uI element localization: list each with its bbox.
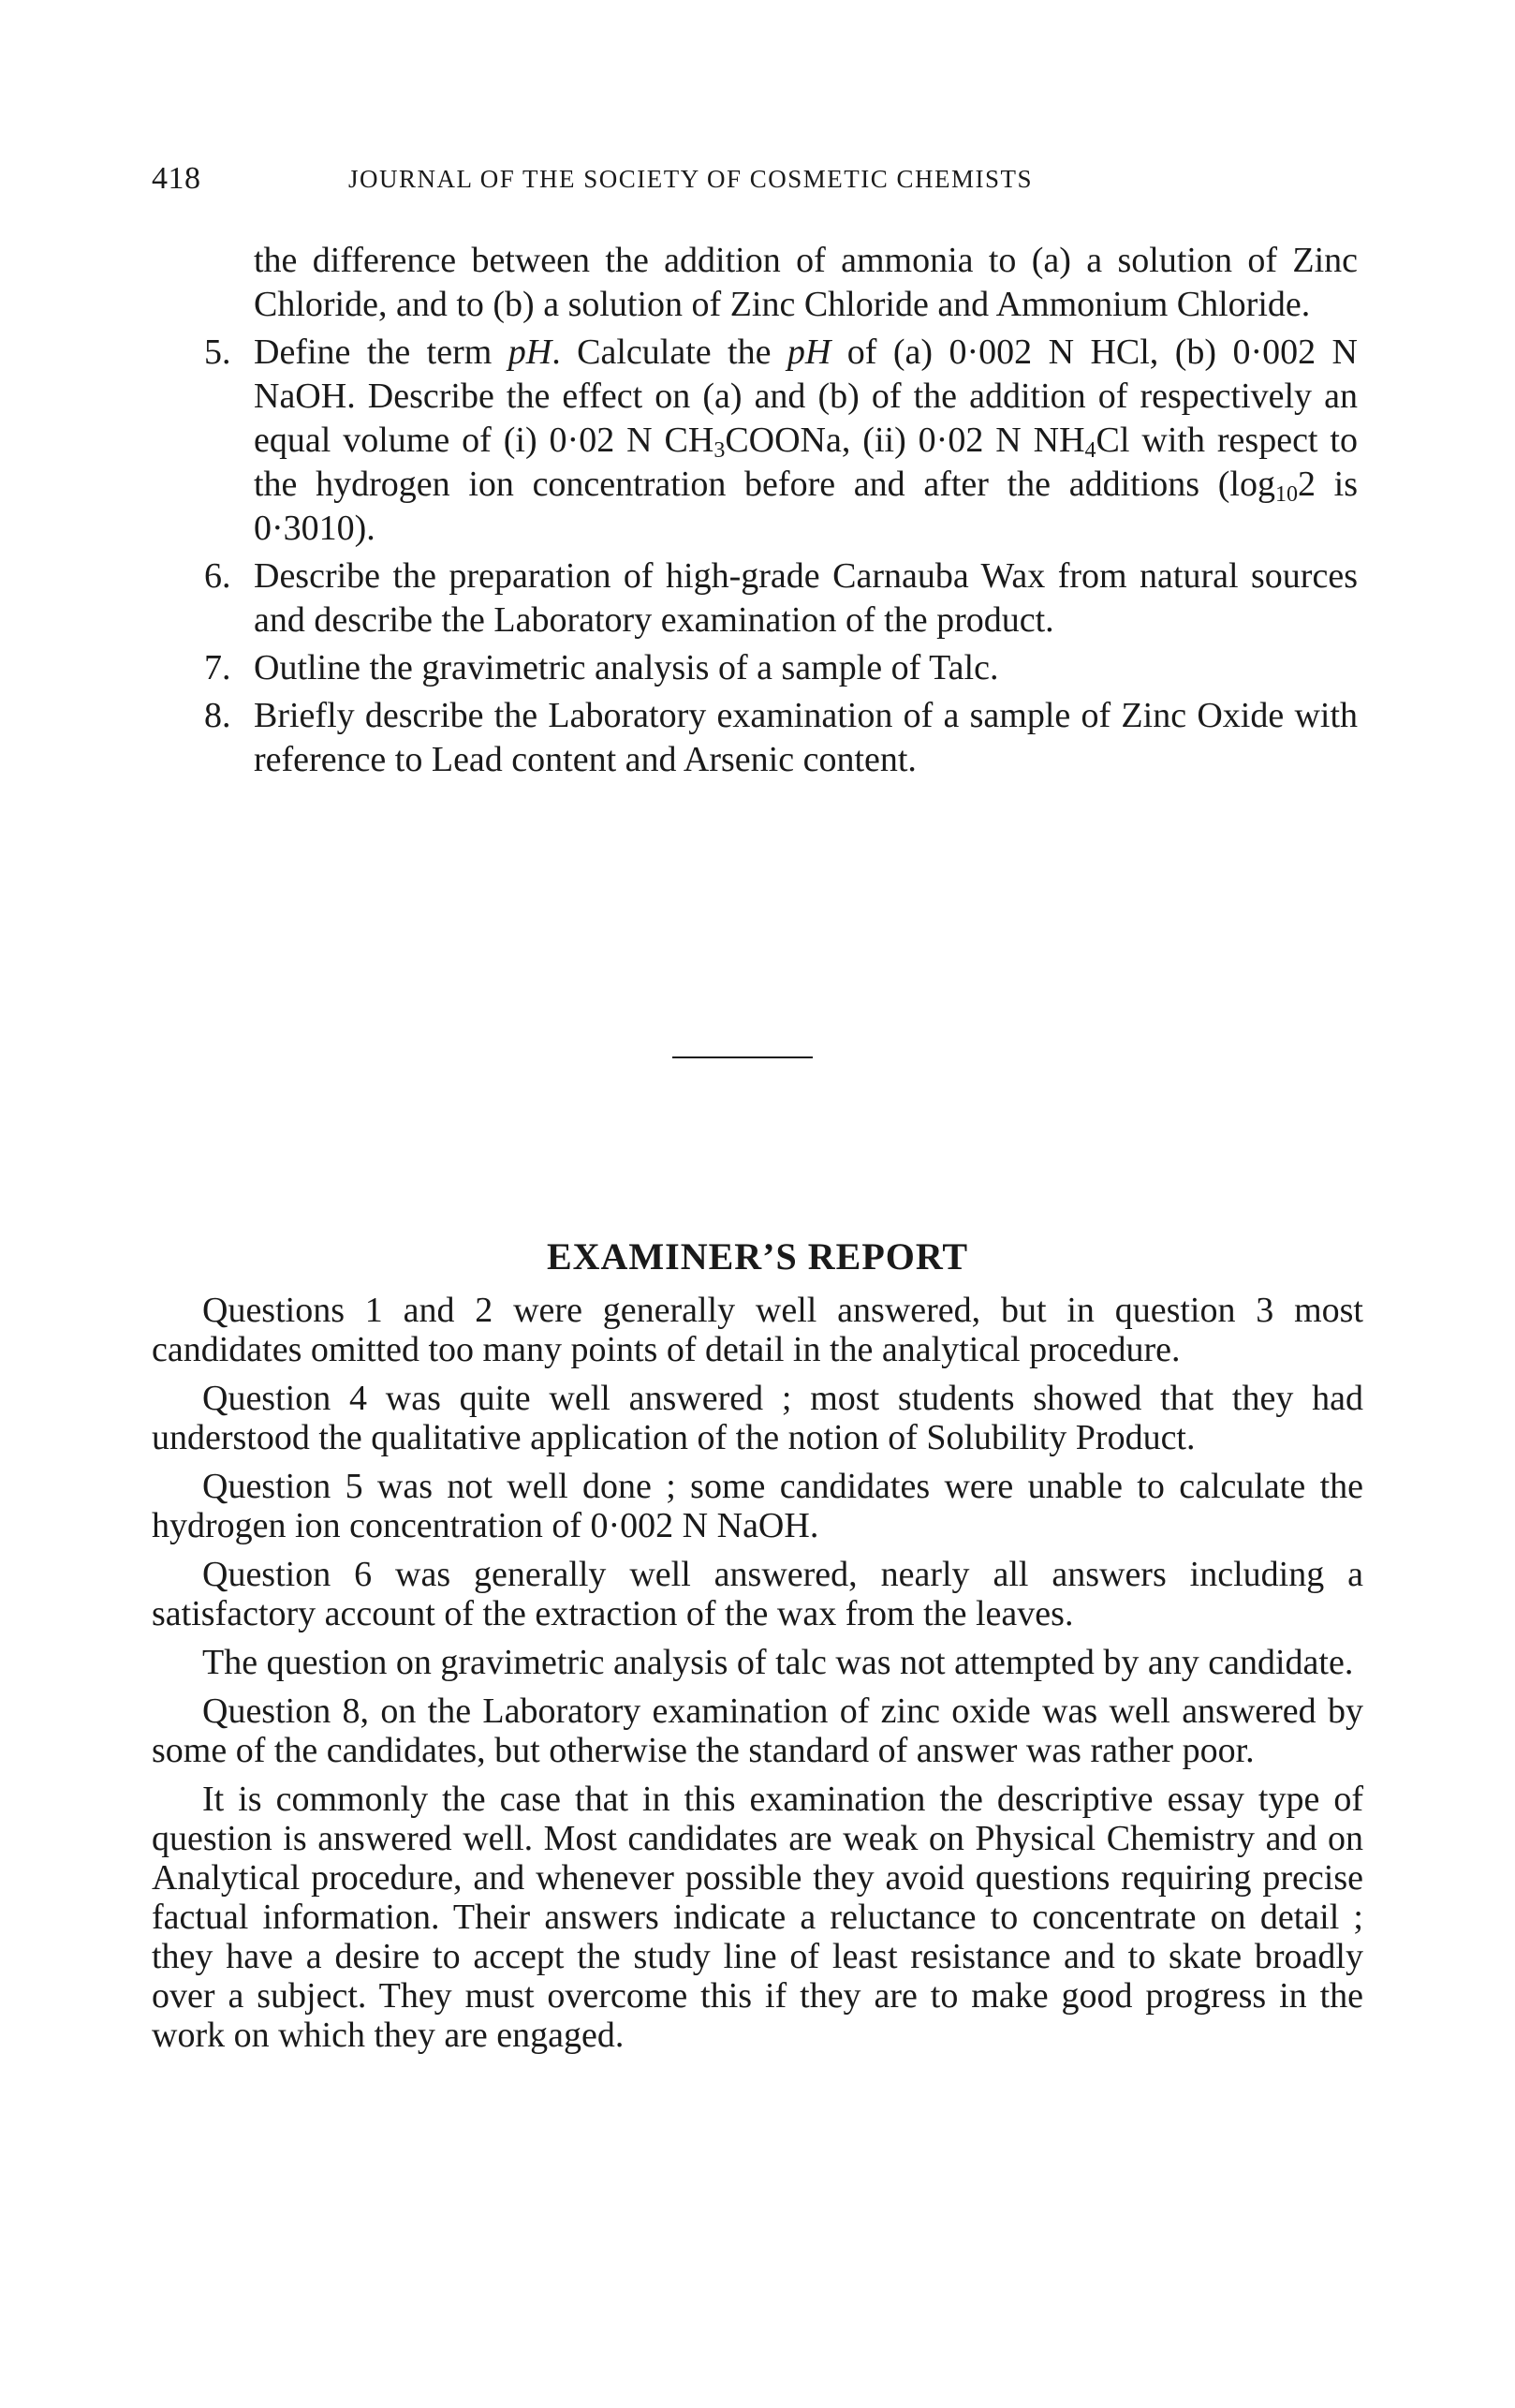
- report-paragraph: Question 4 was quite well answered ; most students showed that they had understood the qualitative application of the notion of Solubility Product.: [152, 1379, 1363, 1457]
- question-5: [204, 331, 1358, 551]
- subscript: 10: [1274, 482, 1298, 507]
- question-text: Briefly describe the Laboratory examination of a sample of Zinc Oxide with reference to Lead content and Arsenic content.: [254, 696, 1358, 779]
- report-paragraph: Question 6 was generally well answered, nearly all answers including a satisfactory account of the extraction of the wax from the leaves.: [152, 1555, 1363, 1633]
- question-text: Outline the gravimetric analysis of a sample of Talc.: [254, 648, 999, 687]
- section-divider: [672, 1056, 813, 1058]
- question-8: [204, 694, 1358, 782]
- text-run: Define the term: [254, 332, 508, 372]
- text-run-italic: pH: [507, 332, 552, 372]
- page-number: 418: [152, 161, 201, 196]
- report-paragraph: The question on gravimetric analysis of talc was not attempted by any candidate.: [202, 1643, 1354, 1682]
- report-paragraph: Questions 1 and 2 were generally well answered, but in question 3 most candidates omitted too many points of detail in the analytical procedure.: [152, 1291, 1363, 1369]
- report-heading: EXAMINER’S REPORT: [546, 1235, 969, 1278]
- text-run-italic: pH: [787, 332, 831, 372]
- subscript: 3: [713, 438, 726, 463]
- report-paragraph: It is commonly the case that in this examination the descriptive essay type of question is answered well. Most candidates are weak on Physical Chemistry and on Analytical procedure, and whenever possible they avoid questions requiring precise factual information. Their answers indicate a reluctance to concentrate on detail ; they have a desire to accept the study line of least resistance and to skate broadly over a subject. They must overcome this if they are to make good progress in the work on which they are engaged.: [152, 1780, 1363, 2055]
- question-text: [254, 331, 1358, 551]
- question-number: 6.: [204, 556, 231, 596]
- journal-title: JOURNAL OF THE SOCIETY OF COSMETIC CHEMISTS: [348, 165, 1034, 193]
- question-number: 8.: [204, 696, 231, 735]
- examiner-report-body: [152, 1291, 1363, 2064]
- question-text: Describe the preparation of high-grade Carnauba Wax from natural sources and describe the Laboratory examination of the product.: [254, 556, 1358, 640]
- question-6: [204, 554, 1358, 643]
- text-run: 2 is 0·3010).: [254, 465, 1358, 548]
- subscript: 4: [1084, 438, 1096, 463]
- text-run: of (a) 0·002 N HCl, (b) 0·002 N NaOH. Describe the effect on (a) and (b) of the addition of respectively an equal volume of (i) 0·02 N CH: [254, 332, 1358, 460]
- text-run: Cl with respect to the hydrogen ion concentration before and after the additions (log: [254, 421, 1358, 504]
- report-paragraph: Question 8, on the Laboratory examination of zinc oxide was well answered by some of the candidates, but otherwise the standard of answer was rather poor.: [152, 1692, 1363, 1770]
- question-7: [204, 646, 1358, 690]
- exam-questions: [204, 239, 1358, 785]
- question-number: 7.: [204, 648, 231, 687]
- question-number: 5.: [204, 332, 231, 372]
- question-4-continuation: the difference between the addition of ammonia to (a) a solution of Zinc Chloride, and to (b) a solution of Zinc Chloride and Ammonium Chloride.: [254, 241, 1358, 324]
- text-run: . Calculate the: [552, 332, 787, 372]
- text-run: COONa, (ii) 0·02 N NH: [725, 421, 1085, 460]
- report-paragraph: Question 5 was not well done ; some candidates were unable to calculate the hydrogen ion concentration of 0·002 N NaOH.: [152, 1467, 1363, 1545]
